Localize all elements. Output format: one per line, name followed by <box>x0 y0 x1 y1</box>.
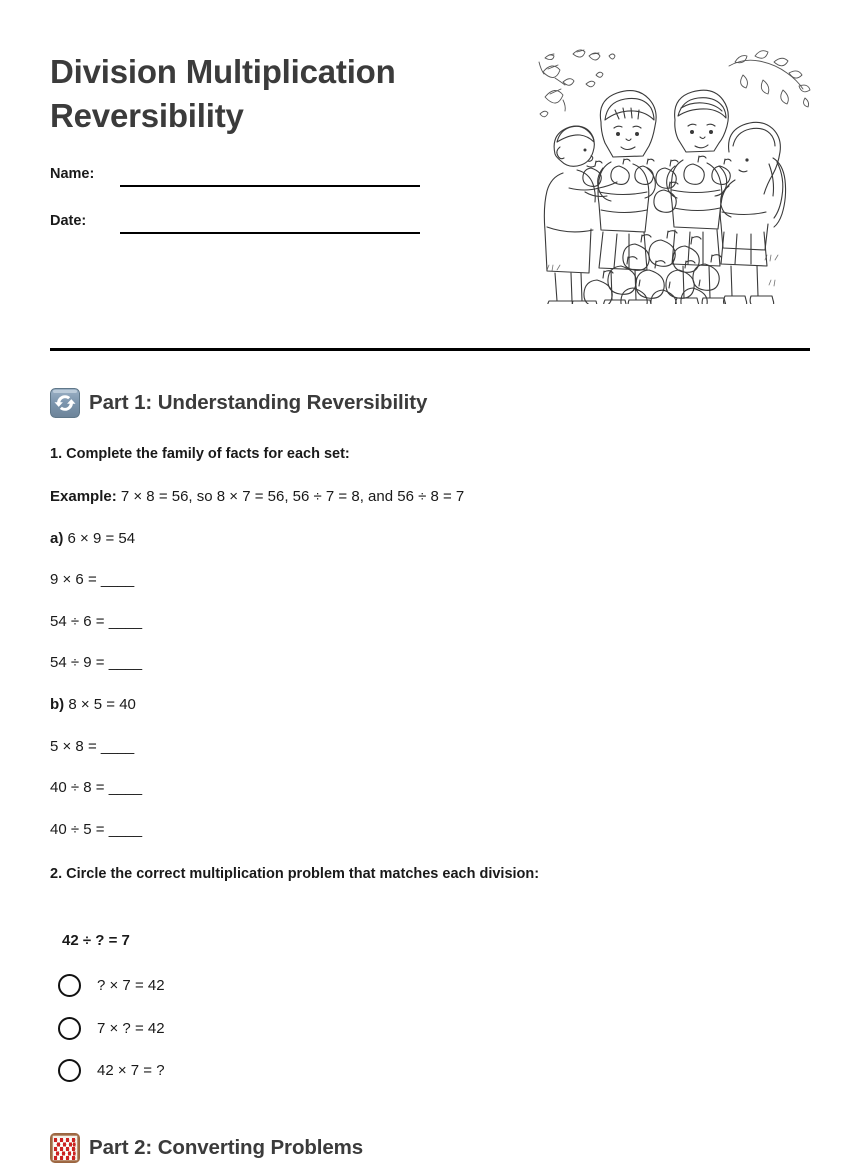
fact-set-b-blank-3[interactable]: 40 ÷ 5 = ____ <box>50 821 143 838</box>
fact-set-a-blank-1[interactable]: 9 × 6 = ____ <box>50 571 135 588</box>
fact-set-a-tag: a) <box>50 530 64 547</box>
part-2-heading <box>50 1133 363 1163</box>
choice-option-2[interactable] <box>58 1014 165 1042</box>
page-title: Division Multiplication Reversibility <box>50 53 396 134</box>
name-input-line[interactable] <box>120 185 420 187</box>
fact-set-a-given <box>50 530 135 547</box>
fact-set-a-given-text: 6 × 9 = 54 <box>67 530 136 547</box>
choice-option-3-text: 42 × 7 = ? <box>97 1061 165 1079</box>
fact-set-b-blank-1[interactable]: 5 × 8 = ____ <box>50 738 135 755</box>
choice-option-1[interactable] <box>58 971 165 999</box>
choice-option-1-text: ? × 7 = 42 <box>97 976 165 994</box>
circle-bubble-icon[interactable] <box>58 1059 81 1082</box>
example-line <box>50 488 464 505</box>
children-with-apples-illustration <box>533 42 818 304</box>
refresh-arrows-icon <box>50 388 80 418</box>
choice-option-2-text: 7 × ? = 42 <box>97 1019 165 1037</box>
division-statement: 42 ÷ ? = 7 <box>62 932 130 949</box>
question-2-prompt: 2. Circle the correct multiplication problem that matches each division: <box>50 866 540 882</box>
date-label: Date: <box>50 213 87 229</box>
fact-set-a-blank-2[interactable]: 54 ÷ 6 = ____ <box>50 613 143 630</box>
choice-option-3[interactable] <box>58 1056 165 1084</box>
circle-bubble-icon[interactable] <box>58 974 81 997</box>
part-2-heading-text: Part 2: Converting Problems <box>89 1136 364 1159</box>
part-1-heading-text: Part 1: Understanding Reversibility <box>89 391 428 414</box>
header-divider <box>50 348 810 351</box>
name-field-row <box>50 163 430 189</box>
abacus-icon <box>50 1133 80 1163</box>
circle-bubble-icon[interactable] <box>58 1017 81 1040</box>
question-1-prompt: 1. Complete the family of facts for each set: <box>50 446 350 462</box>
name-label: Name: <box>50 166 95 182</box>
part-1-heading <box>50 388 427 418</box>
example-text: 7 × 8 = 56, so 8 × 7 = 56, 56 ÷ 7 = 8, and 56 ÷ 8 = 7 <box>120 488 465 505</box>
fact-set-b-blank-2[interactable]: 40 ÷ 8 = ____ <box>50 779 143 796</box>
fact-set-b-given <box>50 696 136 713</box>
example-label: Example: <box>50 488 117 505</box>
date-field-row <box>50 210 430 236</box>
date-input-line[interactable] <box>120 232 420 234</box>
fact-set-b-given-text: 8 × 5 = 40 <box>68 696 136 713</box>
fact-set-a-blank-3[interactable]: 54 ÷ 9 = ____ <box>50 654 143 671</box>
fact-set-b-tag: b) <box>50 696 65 713</box>
